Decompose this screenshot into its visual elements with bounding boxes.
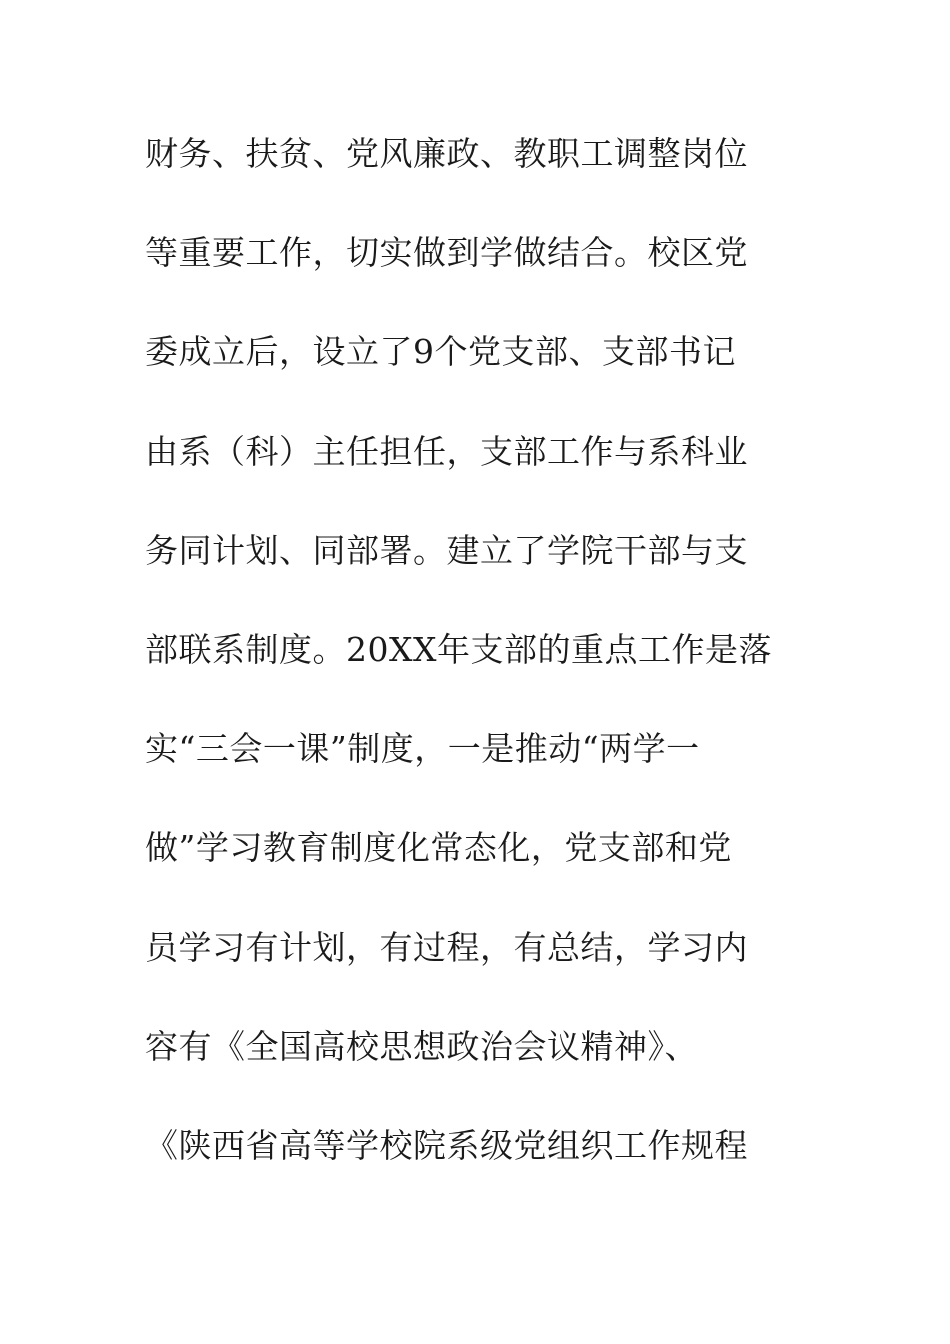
text-line: 委成立后，设立了9个党支部、支部书记 bbox=[145, 332, 736, 372]
text-line: 员学习有计划，有过程，有总结，学习内 bbox=[145, 927, 748, 967]
text-line: 实“三会一课”制度，一是推动“两学一 bbox=[145, 729, 700, 769]
text-line: 财务、扶贫、党风廉政、教职工调整岗位 bbox=[145, 134, 748, 173]
text-line: 由系（科）主任担任，支部工作与系科业 bbox=[145, 431, 748, 471]
body-text bbox=[145, 125, 805, 1216]
text-line: 《陕西省高等学校院系级党组织工作规程 bbox=[145, 1125, 748, 1165]
text-line: 做”学习教育制度化常态化，党支部和党 bbox=[145, 828, 732, 868]
text-line: 部联系制度。20XX年支部的重点工作是落 bbox=[145, 629, 772, 669]
text-line: 等重要工作，切实做到学做结合。校区党 bbox=[145, 233, 748, 273]
text-line: 务同计划、同部署。建立了学院干部与支 bbox=[145, 530, 748, 570]
text-line: 容有《全国高校思想政治会议精神》、 bbox=[145, 1026, 698, 1066]
